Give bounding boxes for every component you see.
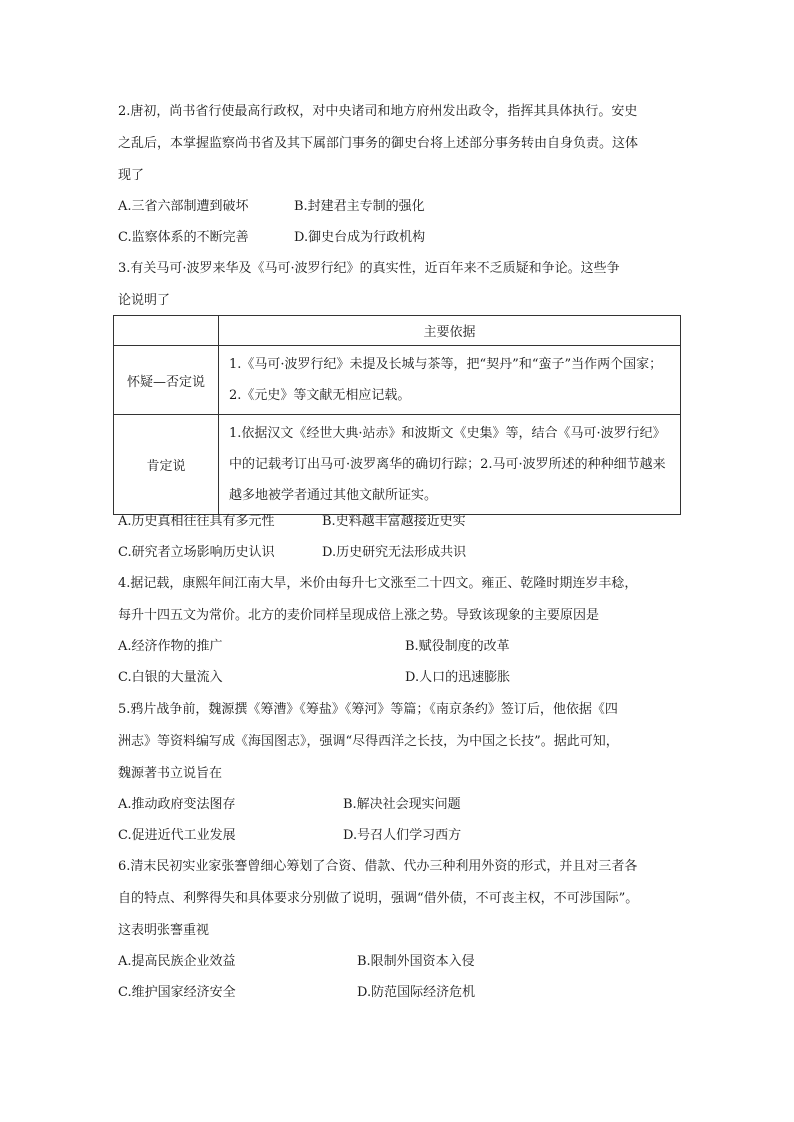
q4-option-c: C.白银的大量流入 [118,670,223,685]
row-text-doubt-deny: 1.《马可·波罗行纪》未提及长城与茶等，把“契丹”和“蛮子”当作两个国家；2.《元史》等文献无相应记载。 [219,346,681,415]
table-header-basis: 主要依据 [219,316,681,346]
q2-option-b: B.封建君主专制的强化 [294,199,425,214]
q5-option-d: D.号召人们学习西方 [343,828,462,843]
q4-option-a: A.经济作物的推广 [118,639,223,654]
table-row [114,346,681,415]
q3-evidence-table [113,315,681,515]
row-text-affirm: 1.依据汉文《经世大典·站赤》和波斯文《史集》等，结合《马可·波罗行纪》中的记载考订出马可·波罗离华的确切行踪；2.马可·波罗所述的种种细节越来越多地被学者通过其他文献所证实。 [219,415,681,515]
table-row [114,415,681,515]
q3-option-d: D.历史研究无法形成共识 [322,545,467,560]
q3-option-b: B.史料越丰富越接近史实 [322,514,466,529]
q2-option-c: C.监察体系的不断完善 [118,230,249,245]
q2-stem-line-3: 现了 [118,168,145,183]
q6-option-a: A.提高民族企业效益 [118,954,236,969]
table-header-row [114,316,681,346]
q6-option-b: B.限制外国资本入侵 [357,954,475,969]
q5-option-b: B.解决社会现实问题 [343,797,461,812]
q6-stem-line-3: 这表明张謇重视 [118,923,210,938]
q6-option-d: D.防范国际经济危机 [357,985,476,1000]
q2-stem-line-1: 2.唐初，尚书省行使最高行政权，对中央诸司和地方府州发出政令，指挥其具体执行。安史 [118,104,638,119]
q4-stem-line-2: 每升十四五文为常价。北方的麦价同样呈现成倍上涨之势。导致该现象的主要原因是 [118,608,600,623]
q2-option-a: A.三省六部制遭到破坏 [118,199,249,214]
q3-option-a: A.历史真相往往具有多元性 [118,514,275,529]
q3-stem-line-2: 论说明了 [118,293,171,308]
row-label-doubt-deny: 怀疑—否定说 [114,346,219,415]
row-label-affirm: 肯定说 [114,415,219,515]
table-header-blank [114,316,219,346]
q4-stem-line-1: 4.据记载，康熙年间江南大旱，米价由每升七文涨至二十四文。雍正、乾隆时期连岁丰稔， [118,576,638,591]
q5-option-c: C.促进近代工业发展 [118,828,236,843]
q5-stem-line-3: 魏源著书立说旨在 [118,766,223,781]
q4-option-b: B.赋役制度的改革 [405,639,510,654]
q5-option-a: A.推动政府变法图存 [118,797,236,812]
q6-stem-line-2: 自的特点、利弊得失和具体要求分别做了说明，强调“借外债，不可丧主权，不可涉国际”。 [118,891,639,906]
q5-stem-line-1: 5.鸦片战争前，魏源撰《筹漕》《筹盐》《筹河》等篇；《南京条约》签订后，他依据《四 [118,702,618,717]
q6-option-c: C.维护国家经济安全 [118,985,236,1000]
q2-stem-line-2: 之乱后，本掌握监察尚书省及其下属部门事务的御史台将上述部分事务转由自身负责。这体 [118,136,639,151]
q4-option-d: D.人口的迅速膨胀 [405,670,511,685]
q5-stem-line-2: 洲志》等资料编写成《海国图志》，强调“尽得西洋之长技，为中国之长技”。据此可知， [118,734,619,749]
q3-stem-line-1: 3.有关马可·波罗来华及《马可·波罗行纪》的真实性，近百年来不乏质疑和争论。这些争 [118,261,620,276]
q6-stem-line-1: 6.清末民初实业家张謇曾细心筹划了合资、借款、代办三种利用外资的形式，并且对三者各 [118,859,638,874]
q3-option-c: C.研究者立场影响历史认识 [118,545,275,560]
q2-option-d: D.御史台成为行政机构 [294,230,426,245]
